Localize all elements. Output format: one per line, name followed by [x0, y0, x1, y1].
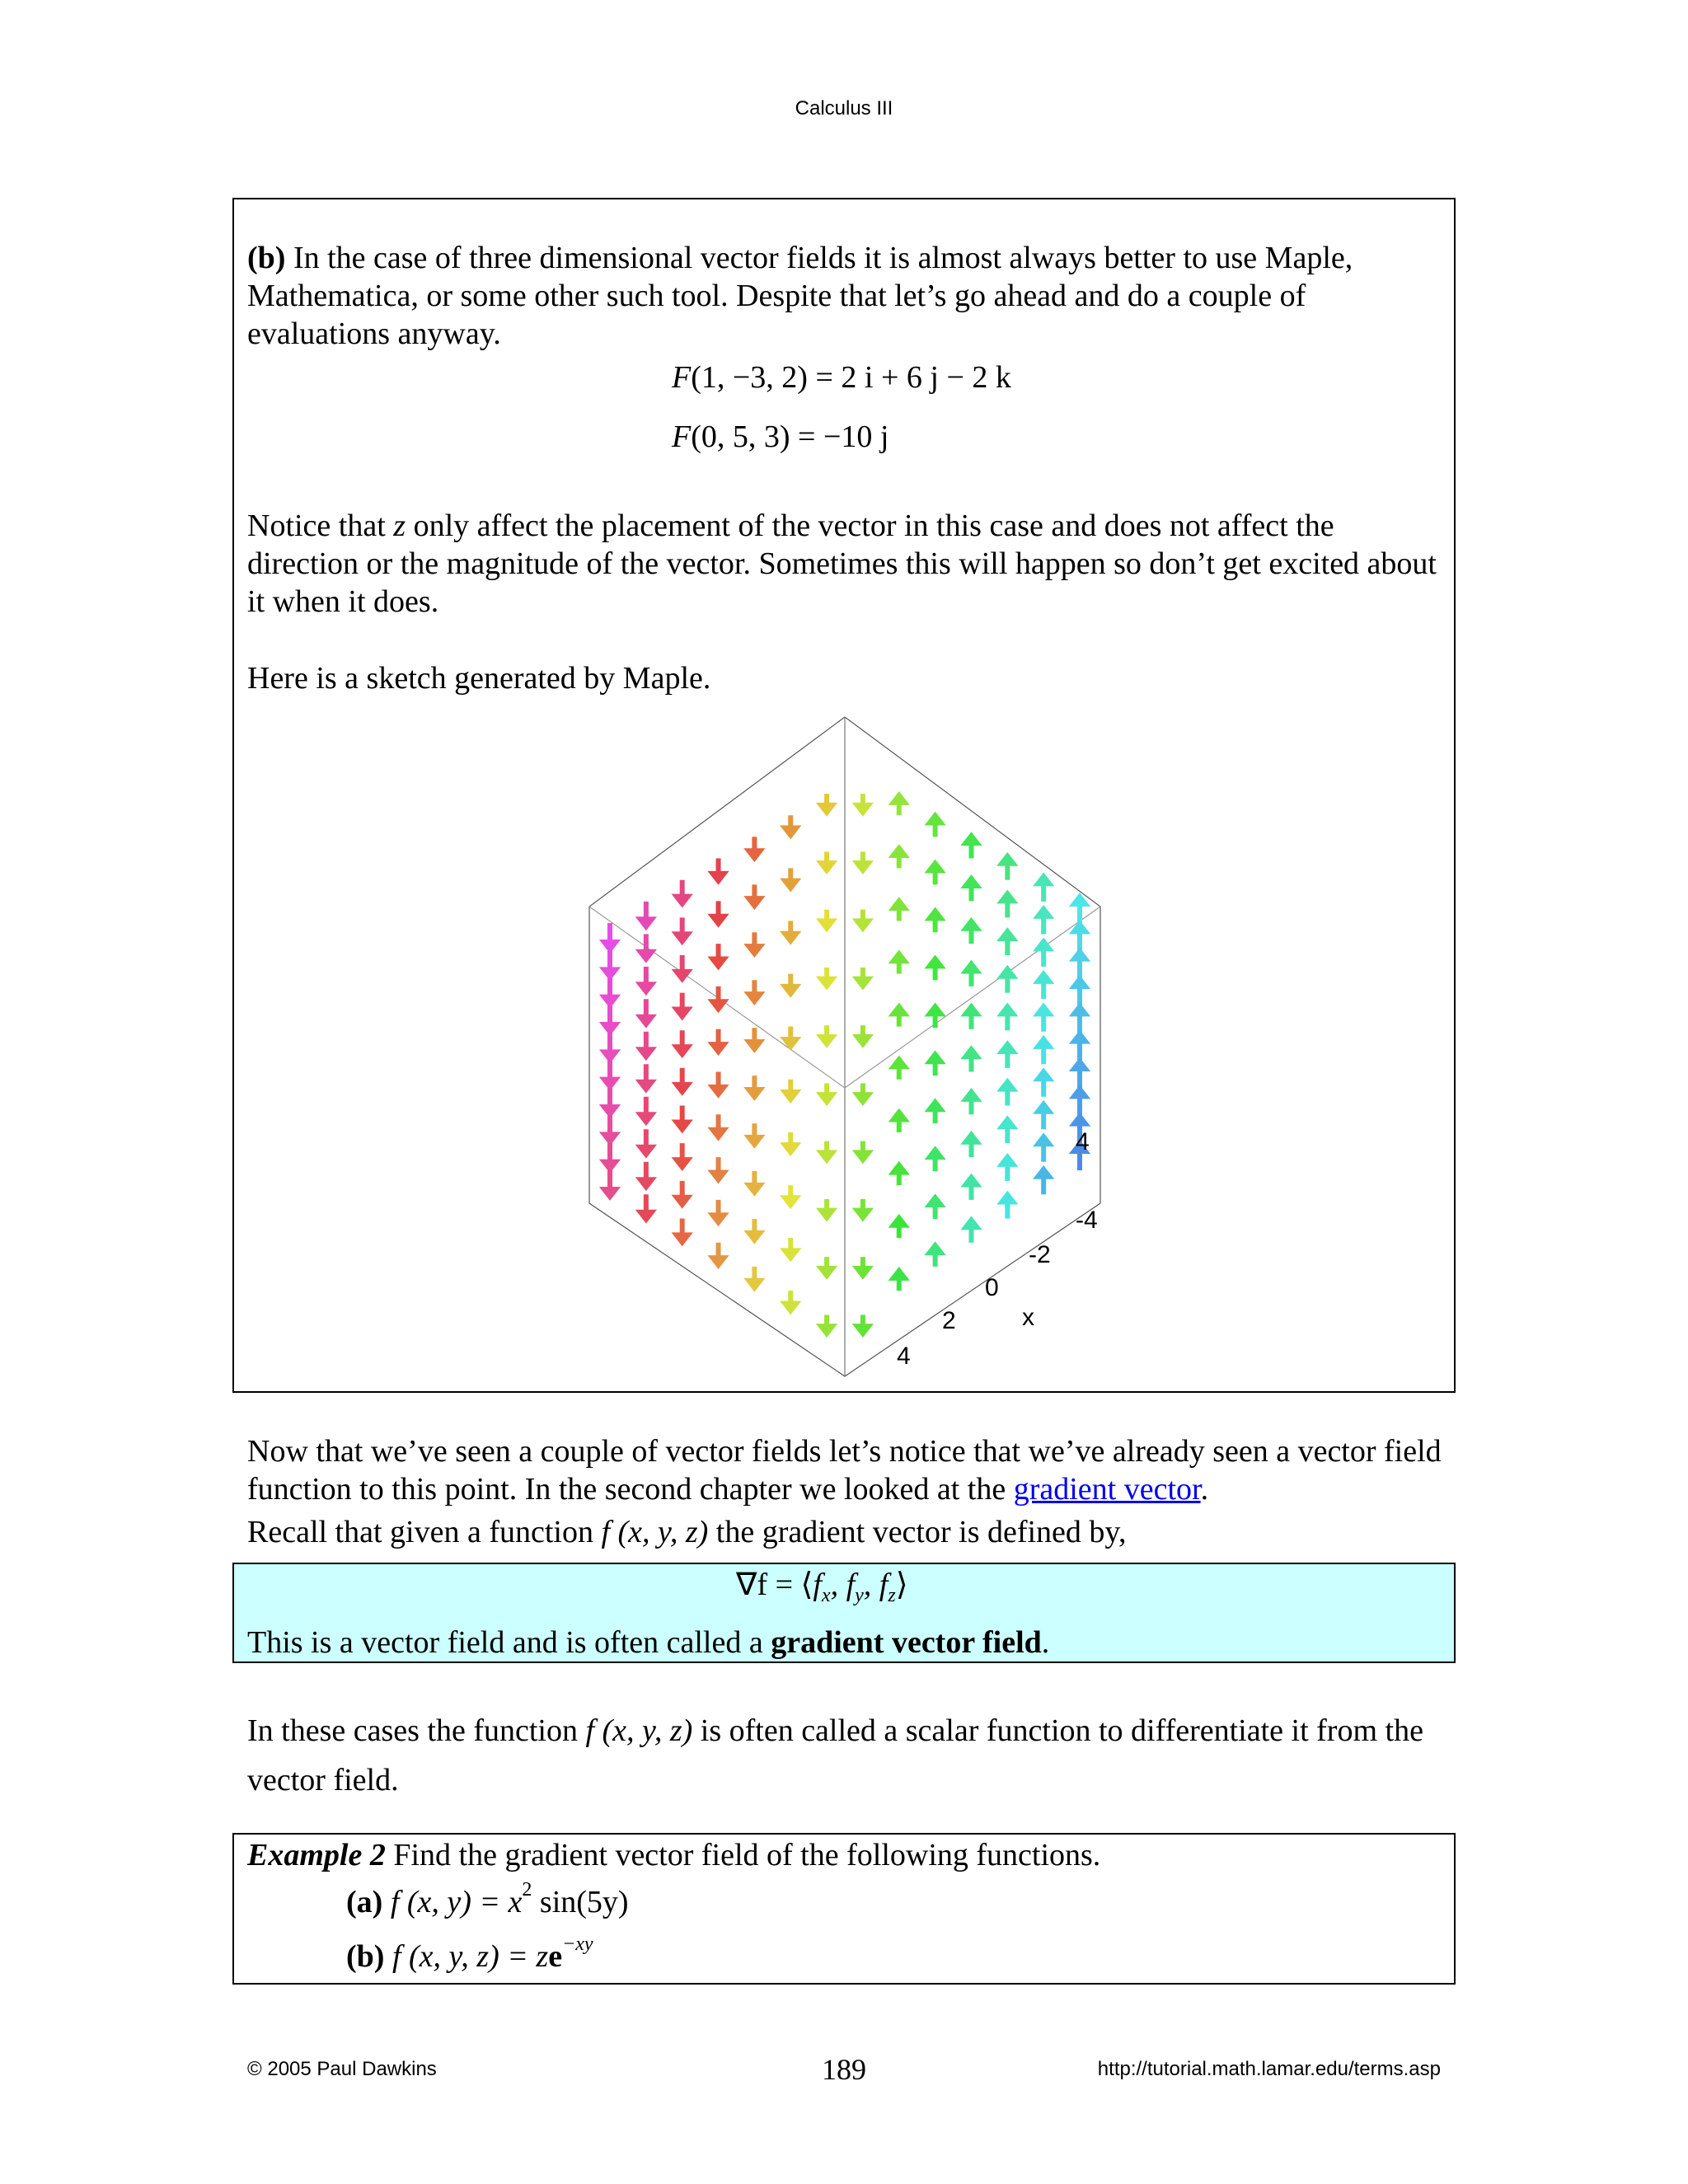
vector-arrow — [640, 1194, 652, 1219]
vector-arrow — [1038, 974, 1049, 999]
vector-arrow — [713, 1200, 724, 1222]
vector-arrow — [930, 1102, 941, 1123]
vector-arrow — [930, 816, 941, 837]
vector-arrow — [604, 1143, 616, 1169]
notice-post: only affect the placement of the vector in this case and does not affect the direction or the magnitude of the vector. Sometimes this will happen so don’t get excited about it when it does. — [247, 509, 1437, 619]
vector-arrow — [748, 884, 760, 906]
example-a-label: (a) — [346, 1885, 383, 1919]
vector-arrow — [785, 974, 796, 994]
vector-arrow — [785, 1185, 796, 1205]
vector-arrow — [893, 795, 905, 815]
vector-arrow — [857, 1083, 869, 1102]
vector-arrow — [677, 993, 688, 1017]
vector-arrow — [1038, 941, 1049, 966]
vector-arrow — [1001, 1119, 1013, 1143]
vector-arrow — [640, 1129, 652, 1154]
y-tick-4: 4 — [897, 1343, 911, 1370]
vector-arrow — [713, 1114, 724, 1137]
vector-arrow — [604, 1170, 616, 1197]
vector-arrow — [713, 1157, 724, 1179]
z-tick-4: 4 — [1076, 1128, 1090, 1155]
para3-pre: In these cases the function — [247, 1713, 586, 1748]
vector-arrow — [1001, 1044, 1013, 1068]
gradient-vector-link[interactable]: gradient vector — [1013, 1472, 1201, 1507]
eq2-rhs: = −10 j — [798, 419, 889, 454]
vector-arrow — [640, 902, 652, 926]
vector-arrow — [821, 851, 832, 870]
vector-arrow — [677, 1068, 688, 1092]
vector-arrow — [1001, 1195, 1013, 1219]
vector-arrow — [1001, 1006, 1013, 1030]
vector-arrow — [1001, 931, 1013, 955]
vector-arrow — [1001, 856, 1013, 880]
gradient-note-post: . — [1041, 1625, 1050, 1660]
vector-arrow — [821, 968, 832, 987]
vector-arrow — [748, 1076, 760, 1097]
vector-arrow — [893, 901, 905, 921]
vector-arrow — [1074, 897, 1085, 923]
vector-arrow — [821, 910, 832, 929]
vector-arrow — [748, 980, 760, 1001]
vector-arrow — [640, 1097, 652, 1122]
example-b-label: (b) — [346, 1939, 385, 1974]
vector-field-plot — [577, 709, 1113, 1385]
vector-arrow — [857, 968, 869, 987]
vector-arrow — [965, 1006, 977, 1029]
vector-arrow — [677, 1218, 688, 1242]
example-b-eq: f (x, y, z) = z — [392, 1939, 549, 1974]
notice-paragraph — [247, 507, 1451, 621]
vector-arrow — [785, 1132, 796, 1152]
vector-arrow — [604, 1088, 616, 1114]
vector-arrow — [857, 794, 869, 813]
example-b-sup: −xy — [562, 1933, 593, 1955]
gradient-note — [247, 1624, 1451, 1661]
y-tick-0: 0 — [985, 1274, 999, 1301]
vector-arrow — [821, 1199, 832, 1218]
vector-arrow — [677, 917, 688, 941]
vector-arrow — [640, 1162, 652, 1187]
vector-arrow — [604, 978, 616, 1005]
example-a-sup: 2 — [522, 1879, 532, 1900]
vector-arrow — [640, 999, 652, 1024]
vector-arrow — [748, 932, 760, 954]
vector-arrow — [1001, 893, 1013, 917]
vector-arrow — [604, 1033, 616, 1059]
vector-arrow — [965, 921, 977, 944]
equation-2 — [672, 419, 889, 455]
para1-pre: Now that we’ve seen a couple of vector fields let’s notice that we’ve already seen a vector field function to this point. In the second chapter we looked at the — [247, 1434, 1442, 1507]
vector-arrow — [677, 1181, 688, 1205]
vector-arrow — [677, 1106, 688, 1130]
vector-arrow — [713, 1243, 724, 1265]
vector-arrow — [677, 1030, 688, 1054]
vector-arrow — [1038, 1039, 1049, 1064]
vector-arrow — [930, 1150, 941, 1171]
part-b-intro-text: In the case of three dimensional vector fields it is almost always better to use Maple, Mathematica, or some other such tool. Despite that let’s go ahead and do a couple of evaluations anyway. — [247, 241, 1353, 351]
vector-arrow — [1074, 1006, 1085, 1033]
eq2-args: (0, 5, 3) — [691, 419, 790, 454]
vector-arrow — [640, 934, 652, 958]
sketch-intro: Here is a sketch generated by Maple. — [247, 661, 711, 696]
para2-pre: Recall that given a function — [247, 1515, 602, 1549]
vector-arrow — [930, 1197, 941, 1219]
para-gradient-intro — [247, 1432, 1451, 1508]
vector-arrow — [1038, 1104, 1049, 1129]
example-a-tail: sin(5y) — [532, 1885, 629, 1919]
vector-arrow — [893, 1059, 905, 1079]
example-label: Example 2 — [247, 1838, 386, 1872]
vector-arrow — [1038, 1071, 1049, 1096]
vector-arrow — [748, 1028, 760, 1049]
vector-arrow — [604, 950, 616, 977]
vector-arrow — [640, 1032, 652, 1057]
part-b-intro — [247, 239, 1451, 353]
vector-arrow — [785, 868, 796, 888]
para-recall — [247, 1513, 1451, 1551]
vector-arrow — [748, 1219, 760, 1240]
gradient-note-bold: gradient vector field — [771, 1625, 1042, 1660]
vector-arrow — [893, 848, 905, 868]
vector-arrow — [604, 1115, 616, 1141]
para-scalar-function — [247, 1706, 1451, 1805]
example-heading — [247, 1836, 1451, 1874]
plot-cube-edges — [589, 717, 1100, 1376]
vector-arrow — [857, 851, 869, 870]
para3-func: f (x, y, z) — [585, 1713, 693, 1748]
vector-arrow — [713, 859, 724, 881]
vector-arrow — [893, 1006, 905, 1026]
gradient-note-pre: This is a vector field and is often called a — [247, 1625, 771, 1660]
vector-arrow — [1038, 1137, 1049, 1161]
vector-arrow — [930, 1054, 941, 1076]
vector-arrow — [893, 1271, 905, 1291]
vector-arrow — [821, 1257, 832, 1276]
vector-arrow — [748, 1123, 760, 1145]
vector-arrow — [857, 1141, 869, 1160]
vector-arrow — [965, 1178, 977, 1200]
vector-arrow — [930, 1245, 941, 1267]
vector-arrow — [857, 1315, 869, 1333]
vector-arrow — [604, 1005, 616, 1032]
equation-1 — [672, 359, 1011, 396]
vector-arrow — [965, 879, 977, 901]
vector-arrow — [604, 923, 616, 949]
notice-pre: Notice that — [247, 509, 394, 543]
vector-arrow — [857, 1025, 869, 1044]
eq1-rhs: = 2 i + 6 j − 2 k — [815, 360, 1011, 395]
para1-post: . — [1200, 1472, 1209, 1507]
vector-arrow — [785, 921, 796, 940]
vector-arrow — [821, 1315, 832, 1333]
vector-arrow — [677, 880, 688, 904]
footer-page-number: 189 — [822, 2053, 866, 2086]
vector-arrow — [893, 1218, 905, 1238]
vector-arrow — [930, 911, 941, 932]
gradient-equation: $\nabla f = ⟨f_x$, $f_y$, $f_z⟩$ — [736, 1568, 908, 1606]
vector-arrow — [1001, 1082, 1013, 1106]
notice-var: z — [393, 509, 406, 543]
para2-post: the gradient vector is defined by, — [708, 1515, 1127, 1549]
footer-copyright: © 2005 Paul Dawkins — [247, 2058, 437, 2080]
vector-arrow — [785, 815, 796, 835]
vector-arrow — [640, 967, 652, 991]
vector-arrow — [893, 1165, 905, 1185]
eq1-args: (1, −3, 2) — [691, 360, 808, 395]
vector-arrow — [1074, 1034, 1085, 1061]
vector-arrow — [965, 964, 977, 987]
vector-arrow — [930, 958, 941, 980]
x-axis-label: x — [1022, 1304, 1034, 1331]
vector-arrow — [785, 1291, 796, 1310]
y-tick-2: 2 — [942, 1307, 956, 1334]
vector-arrow — [1074, 979, 1085, 1005]
vector-arrow — [1001, 969, 1013, 993]
y-tick-neg2: -2 — [1029, 1241, 1051, 1268]
eq1-lhs: F — [672, 360, 692, 395]
vector-arrow — [677, 1143, 688, 1167]
vector-arrow — [748, 837, 760, 858]
vector-arrow — [930, 863, 941, 884]
y-tick-neg4: -4 — [1076, 1207, 1098, 1234]
vector-arrow — [1074, 952, 1085, 978]
example-a-eq: f (x, y) = x — [390, 1885, 523, 1919]
example-text: Find the gradient vector field of the following functions. — [385, 1838, 1101, 1872]
vector-arrow — [893, 954, 905, 973]
para2-func: f (x, y, z) — [601, 1515, 709, 1549]
vector-arrow — [713, 1072, 724, 1094]
vector-arrow — [713, 944, 724, 966]
vector-arrow — [1074, 1089, 1085, 1115]
vector-arrow — [965, 1220, 977, 1242]
part-b-label: (b) — [247, 241, 286, 275]
vector-arrow — [821, 1083, 832, 1102]
vector-arrow — [785, 1238, 796, 1258]
para3-post: is often called a scalar function to differentiate it from the vector field. — [247, 1713, 1423, 1797]
vector-arrow — [640, 1064, 652, 1089]
vector-arrow — [965, 836, 977, 858]
vector-arrow — [785, 1080, 796, 1099]
example-part-b — [346, 1933, 593, 1975]
vector-arrow — [1038, 1169, 1049, 1194]
vector-arrow — [821, 1025, 832, 1044]
vector-arrow — [1001, 1157, 1013, 1181]
example-b-e: e — [548, 1939, 563, 1974]
vector-arrow — [1038, 1006, 1049, 1031]
vector-arrow — [965, 1049, 977, 1071]
page-header: Calculus III — [795, 97, 893, 120]
footer-url: http://tutorial.math.lamar.edu/terms.asp — [1097, 2058, 1441, 2080]
vector-arrow — [965, 1135, 977, 1157]
vector-arrow — [677, 955, 688, 979]
vector-arrow — [748, 1171, 760, 1193]
gradient-lhs: ∇f = — [736, 1568, 801, 1602]
vector-arrow — [821, 794, 832, 813]
example-part-a — [346, 1879, 629, 1920]
vector-arrow — [893, 1113, 905, 1132]
vector-arrow — [1074, 924, 1085, 950]
vector-arrow — [748, 1267, 760, 1288]
vector-arrow — [1038, 909, 1049, 934]
vector-arrow — [1074, 1062, 1085, 1088]
vector-arrow — [713, 901, 724, 923]
vector-arrow — [713, 1029, 724, 1052]
vector-arrow — [604, 1061, 616, 1087]
vector-arrow — [857, 1199, 869, 1218]
vector-arrow — [965, 1092, 977, 1114]
vector-arrow — [1038, 876, 1049, 901]
vector-arrow — [785, 1027, 796, 1047]
vector-arrow — [821, 1141, 832, 1160]
vector-arrow — [930, 1006, 941, 1028]
vector-arrow — [713, 987, 724, 1009]
vector-arrow — [857, 910, 869, 929]
vector-arrow — [857, 1257, 869, 1276]
eq2-lhs: F — [672, 419, 692, 454]
